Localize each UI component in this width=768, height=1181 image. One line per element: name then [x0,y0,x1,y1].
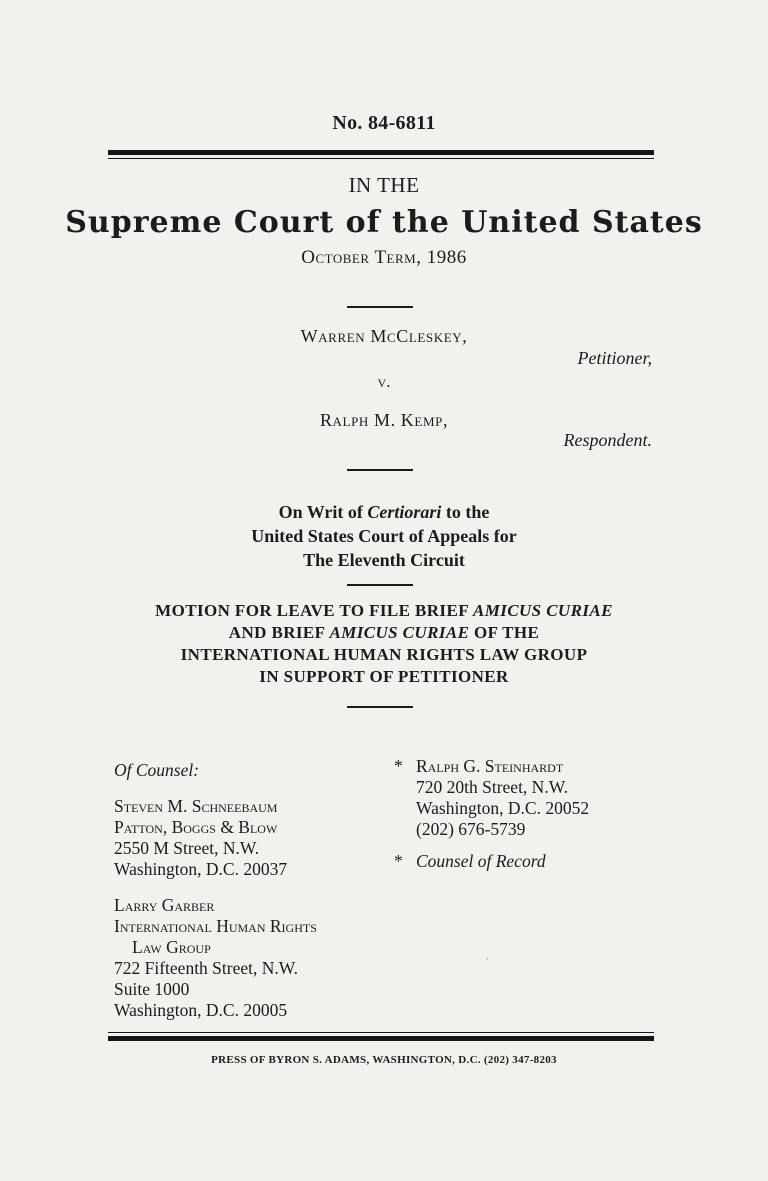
motion-line1-italic: AMICUS CURIAE [473,601,613,620]
respondent-role: Respondent. [563,430,652,450]
cert-line1-suffix: to the [445,502,490,522]
counsel-of-record-note: Counsel of Record [416,851,546,871]
counsel-of-record-block [394,756,589,872]
record-street: 720 20th Street, N.W. [416,777,568,797]
motion-line2-suffix: OF THE [473,623,540,642]
printer-imprint: PRESS OF BYRON S. ADAMS, WASHINGTON, D.C. (202) 347-8203 [211,1054,557,1066]
counsel2-suite: Suite 1000 [114,979,190,999]
motion-line1-prefix: MOTION FOR LEAVE TO FILE BRIEF [155,601,469,620]
record-city: Washington, D.C. 20052 [416,798,590,818]
record-phone: (202) 676-5739 [416,819,526,839]
cert-line1-italic: Certiorari [367,502,442,522]
paper-speck [486,958,488,960]
counsel2-org-line2: Law Group [132,937,211,957]
record-asterisk: * [394,756,403,776]
top-double-rule [108,150,654,159]
divider-3 [347,584,413,586]
court-term: October Term, 1986 [301,247,467,268]
counsel2-street: 722 Fifteenth Street, N.W. [114,958,299,978]
cert-line3: The Eleventh Circuit [303,550,465,570]
docket-number: No. 84-6811 [332,112,436,134]
counsel1-firm: Patton, Boggs & Blow [114,817,278,837]
in-the-heading: IN THE [348,173,420,197]
footnote-asterisk: * [394,851,403,871]
cert-line2: United States Court of Appeals for [251,526,517,546]
counsel2-name: Larry Garber [114,895,215,915]
motion-line2-italic: AMICUS CURIAE [329,623,470,642]
petitioner-name: Warren McCleskey, [300,326,468,346]
motion-line3: INTERNATIONAL HUMAN RIGHTS LAW GROUP [180,645,588,664]
motion-line2-prefix: AND BRIEF [228,623,325,642]
of-counsel-heading: Of Counsel: [114,760,200,780]
petitioner-role: Petitioner, [577,348,652,368]
divider-2 [347,469,413,471]
counsel1-address [114,796,317,880]
court-name: Supreme Court of the United States [65,205,703,240]
counsel2-city: Washington, D.C. 20005 [114,1000,288,1020]
motion-title [0,600,768,688]
divider-1 [347,306,413,308]
counsel1-street: 2550 M Street, N.W. [114,838,260,858]
counsel1-city: Washington, D.C. 20037 [114,859,288,879]
bottom-double-rule [108,1032,654,1041]
divider-4 [347,706,413,708]
counsel2-address [114,895,317,1021]
certiorari-block [0,500,768,572]
motion-line4: IN SUPPORT OF PETITIONER [259,667,509,686]
of-counsel-block [114,760,317,1021]
record-name: Ralph G. Steinhardt [416,756,564,776]
counsel2-org-line1: International Human Rights [114,916,317,936]
cert-line1-prefix: On Writ of [278,502,363,522]
versus: v. [377,372,391,391]
counsel1-name: Steven M. Schneebaum [114,796,278,816]
respondent-name: Ralph M. Kemp, [319,410,449,430]
